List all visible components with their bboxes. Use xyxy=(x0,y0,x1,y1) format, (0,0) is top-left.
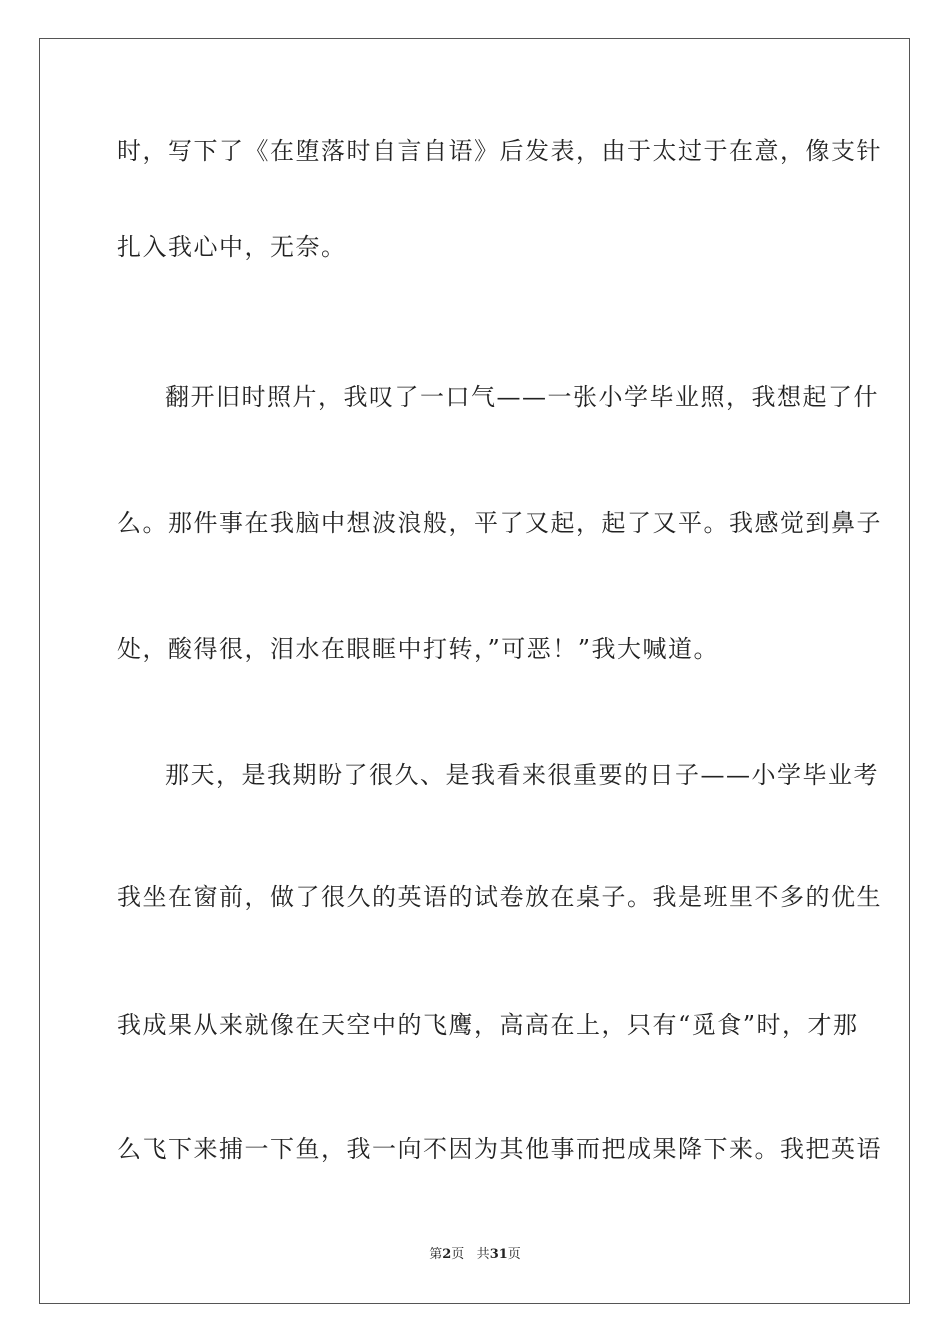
text-line-8: 我成果从来就像在天空中的飞鹰，高高在上，只有“觅食”时，才那 xyxy=(117,1011,859,1039)
text-line-2: 扎入我心中，无奈。 xyxy=(117,233,347,261)
text-line-5: 处，酸得很，泪水在眼眶中打转，”可恶！”我大喊道。 xyxy=(117,635,720,663)
text-line-9: 么飞下来捕一下鱼，我一向不因为其他事而把成果降下来。我把英语 xyxy=(117,1135,882,1163)
footer-page-number: 2 xyxy=(442,1247,452,1262)
footer-total-prefix: 共 xyxy=(476,1247,490,1262)
paragraph-start-line-3: 翻开旧时照片，我叹了一口气——一张小学毕业照，我想起了什 xyxy=(165,383,879,411)
paragraph-start-line-6: 那天，是我期盼了很久、是我看来很重要的日子——小学毕业考 xyxy=(165,761,879,789)
text-line-1: 时，写下了《在堕落时自言自语》后发表，由于太过于在意，像支针 xyxy=(117,137,882,165)
footer-total-pages: 31 xyxy=(489,1247,508,1262)
footer-page-prefix: 第 xyxy=(429,1247,443,1262)
text-line-7: 我坐在窗前，做了很久的英语的试卷放在桌子。我是班里不多的优生 xyxy=(117,883,882,911)
footer-total-unit: 页 xyxy=(507,1247,521,1262)
page-border xyxy=(39,38,910,1304)
text-line-4: 么。那件事在我脑中想波浪般，平了又起，起了又平。我感觉到鼻子 xyxy=(117,509,882,537)
footer-page-unit: 页 xyxy=(451,1247,465,1262)
page-footer xyxy=(0,1246,950,1264)
